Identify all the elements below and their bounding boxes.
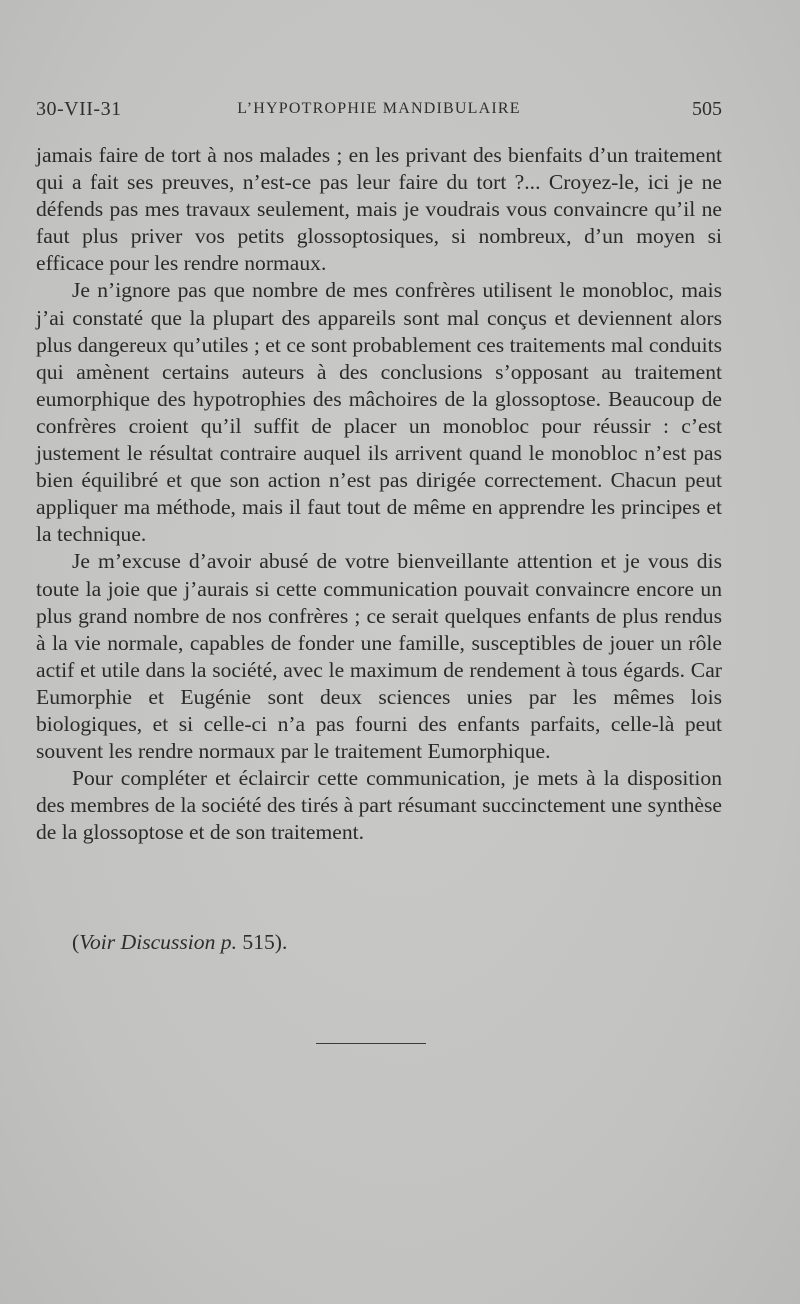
running-head-title: L’HYPOTROPHIE MANDIBULAIRE — [237, 100, 521, 117]
discussion-close: ). — [274, 930, 288, 954]
discussion-italic-text: Voir Discussion p. — [79, 930, 237, 954]
running-head — [36, 98, 722, 128]
paragraph-monobloc: Je n’ignore pas que nombre de mes confrères utilisent le monobloc, mais j’ai constaté que la plupart des appareils sont mal conçus et deviennent alors plus dangereux qu’utiles ; et ce sont probablement ces traitements mal conduits qui amènent certains auteurs à des conclusions s’opposant au traitement eumorphique des hypotrophies des mâchoires de la glossoptose. Beaucoup de confrères croient qu’il suffit de placer un monobloc pour réussir : c’est justement le résultat contraire auquel ils arrivent quand le monobloc n’est pas bien équilibré et que son action n’est pas dirigée correctement. Chacun peut appliquer ma méthode, mais il faut tout de même en apprendre les principes et la technique. — [36, 278, 722, 547]
discussion-reference — [72, 930, 287, 955]
discussion-page: 515 — [242, 930, 275, 954]
discussion-open-paren: ( — [72, 930, 80, 954]
running-head-date: 30-VII-31 — [36, 98, 122, 120]
body-text — [36, 142, 722, 846]
paragraph-continued: jamais faire de tort à nos malades ; en les privant des bienfaits d’un traitement qui a fait ses preuves, n’est-ce pas leur faire du tort ?... Croyez-le, ici je ne défends pas mes travaux seulement, mais je voudrais vous convaincre qu’il ne faut plus priver vos petits glossoptosiques, si nombreux, d’un moyen si efficace pour les rendre normaux. — [36, 143, 722, 276]
page-number: 505 — [692, 98, 722, 120]
paragraph-conclusion: Pour compléter et éclaircir cette communication, je mets à la disposition des membres de la société des tirés à part résumant succinctement une synthèse de la glossoptose et de son traitement. — [36, 766, 722, 845]
paragraph-excuse: Je m’excuse d’avoir abusé de votre bienveillante attention et je vous dis toute la joie que j’aurais si cette communication pouvait convaincre encore un plus grand nombre de nos confrères ; ce serait quelques enfants de plus rendus à la vie normale, capables de fonder une famille, susceptibles de jouer un rôle actif et utile dans la société, avec le maximum de rendement à tous égards. Car Eumorphie et Eugénie sont deux sciences unies par les mêmes lois biologiques, et si celle-ci n’a pas fourni des enfants parfaits, celle-là peut souvent les rendre normaux par le traitement Eumorphique. — [36, 549, 722, 764]
section-divider — [316, 1043, 426, 1044]
